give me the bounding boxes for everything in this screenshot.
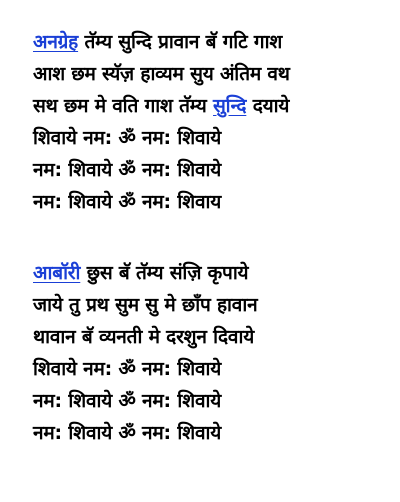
verse-line xyxy=(33,26,394,58)
verse-line xyxy=(33,58,394,90)
verse-text: नम: शिवाये ॐ नम: शिवाये xyxy=(33,390,222,412)
verse-line xyxy=(33,417,394,449)
verse-text: दयाये xyxy=(246,95,290,117)
verse-text: नम: शिवाये ॐ नम: शिवाय xyxy=(33,191,222,213)
term-link-anugreh[interactable]: अनग्रेह xyxy=(33,31,79,53)
stanza-1 xyxy=(33,26,394,218)
term-link-sundi[interactable]: सुन्दि xyxy=(213,95,247,117)
verse-text: तॅम्य सुन्दि प्रावान बॅ गटि गाश xyxy=(78,31,283,53)
verse-text: आश छम स्यॅज़ हाव्यम सुय अंतिम वथ xyxy=(33,63,290,85)
verse-line xyxy=(33,385,394,417)
verse-line xyxy=(33,321,394,353)
verse-text: नम: शिवाये ॐ नम: शिवाये xyxy=(33,422,222,444)
verse-text: थावान बॅ व्यनती मे दरशुन दिवाये xyxy=(33,326,255,348)
verse-line xyxy=(33,90,394,122)
verse-text: सथ छम मे वति गाश तॅम्य xyxy=(33,95,213,117)
verse-line xyxy=(33,122,394,154)
verse-line xyxy=(33,257,394,289)
verse-text: शिवाये नम: ॐ नम: शिवाये xyxy=(33,358,222,380)
verse-line xyxy=(33,154,394,186)
verse-text: छुस बॅ तॅम्य संज़ि कृपाये xyxy=(80,262,249,284)
verse-text: जाये तु प्रथ सुम सु मे छाँप हावान xyxy=(33,294,258,316)
verse-text: शिवाये नम: ॐ नम: शिवाये xyxy=(33,127,222,149)
verse-text: नम: शिवाये ॐ नम: शिवाये xyxy=(33,159,222,181)
term-link-abori[interactable]: आबॉरी xyxy=(33,262,81,284)
verse-line xyxy=(33,289,394,321)
verse-document xyxy=(33,26,394,449)
stanza-2 xyxy=(33,257,394,449)
verse-line xyxy=(33,186,394,218)
verse-line xyxy=(33,353,394,385)
